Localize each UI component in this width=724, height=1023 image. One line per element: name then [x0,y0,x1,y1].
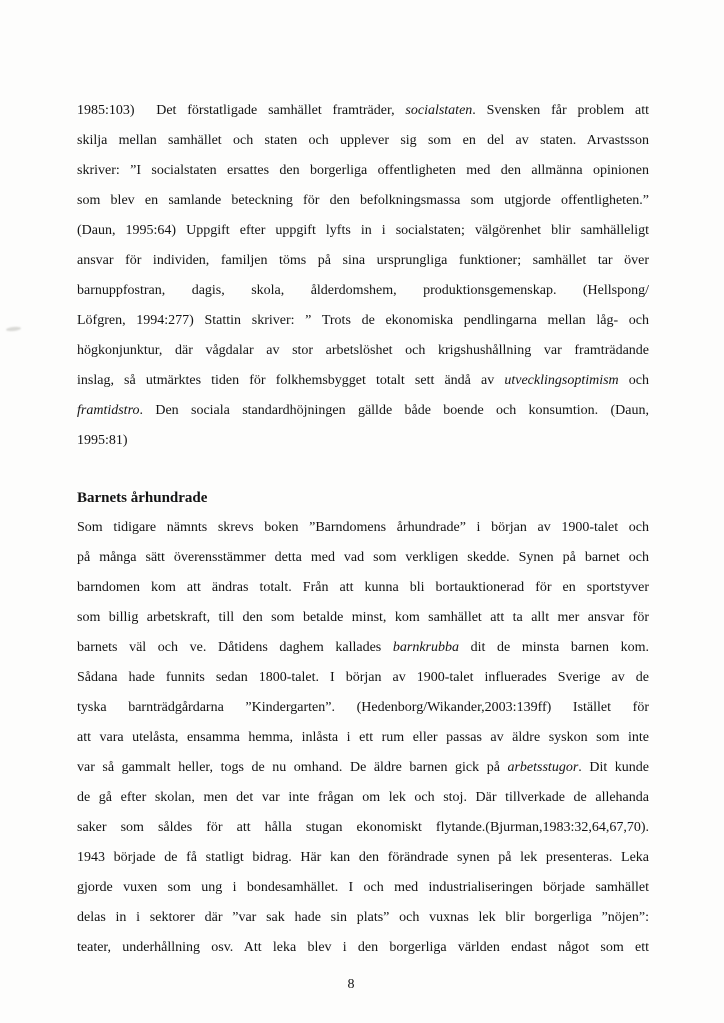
text-line: framtidstro. Den sociala standardhöjningen gällde både boende och konsumtion. (Daun, [77,403,649,418]
text-line: saker som såldes för att hålla stugan ekonomiskt flytande.(Bjurman,1983:32,64,67,70). [77,820,649,835]
text-line: (Daun, 1995:64) Uppgift efter uppgift lyfts in i socialstaten; välgörenhet blir samhälleligt [77,223,649,238]
text-line: 1985:103) Det förstatligade samhället framträder, socialstaten. Svensken får problem att [77,103,649,118]
text-line: Löfgren, 1994:277) Stattin skriver: ” Trots de ekonomiska pendlingarna mellan låg- och [77,313,649,328]
text-line: tyska barnträdgårdarna ”Kindergarten”. (Hedenborg/Wikander,2003:139ff) Istället för [77,700,649,715]
text-line: som billig arbetskraft, till den som betalde minst, kom samhället att ta allt mer ansvar för [77,610,649,625]
text-line: som blev en samlande beteckning för den befolkningsmassa som utgjorde offentligheten.” [77,193,649,208]
section-heading: Barnets århundrade [77,490,208,506]
text-line: var så gammalt heller, togs de nu omhand. De äldre barnen gick på arbetsstugor. Dit kunde [77,760,649,775]
text-line: teater, underhållning osv. Att leka blev i den borgerliga världen endast något som ett [77,940,649,955]
text-line: Sådana hade funnits sedan 1800-talet. I början av 1900-talet influerades Sverige av de [77,670,649,685]
text-line: barndomen kom att ändras totalt. Från att kunna bli bortauktionerad för en sportstyver [77,580,649,595]
text-line: de gå efter skolan, men det var inte frågan om lek och stoj. Där tillverkade de allehanda [77,790,649,805]
text-line: 1995:81) [77,433,128,448]
text-line: skriver: ”I socialstaten ersattes den borgerliga offentligheten med den allmänna opinionen [77,163,649,178]
text-line: på många sätt överensstämmer detta med vad som verkligen skedde. Synen på barnet och [77,550,649,565]
text-line: att vara utelåsta, ensamma hemma, inlåsta i ett rum eller passas av äldre syskon som inte [77,730,649,745]
text-line: barnuppfostran, dagis, skola, ålderdomshem, produktionsgemenskap. (Hellspong/ [77,283,649,298]
text-block [77,96,649,963]
text-line: delas in i sektorer där ”var sak hade sin plats” och vuxnas lek blir borgerliga ”nöjen”: [77,910,649,925]
text-line: högkonjunktur, där vågdalar av stor arbetslöshet och krigshushållning var framträdande [77,343,649,358]
text-line: skilja mellan samhället och staten och upplever sig som en del av staten. Arvastsson [77,133,649,148]
text-line: Som tidigare nämnts skrevs boken ”Barndomens århundrade” i början av 1900-talet och [77,520,649,535]
text-line: gjorde vuxen som ung i bondesamhället. I och med industrialiseringen började samhället [77,880,649,895]
text-line: inslag, så utmärktes tiden för folkhemsbygget totalt sett ändå av utvecklingsoptimism och [77,373,649,388]
text-line: barnets väl och ve. Dåtidens daghem kallades barnkrubba dit de minsta barnen kom. [77,640,649,655]
text-line: ansvar för individen, familjen töms på sina ursprungliga funktioner; samhället tar över [77,253,649,268]
text-line: 1943 började de få statligt bidrag. Här kan den förändrade synen på lek presenteras. Leka [77,850,649,865]
paragraph-socialstaten [77,96,649,456]
page-number: 8 [347,977,355,992]
paragraph-barnets-arhundrade [77,513,649,963]
scan-smudge-artifact [6,326,21,332]
